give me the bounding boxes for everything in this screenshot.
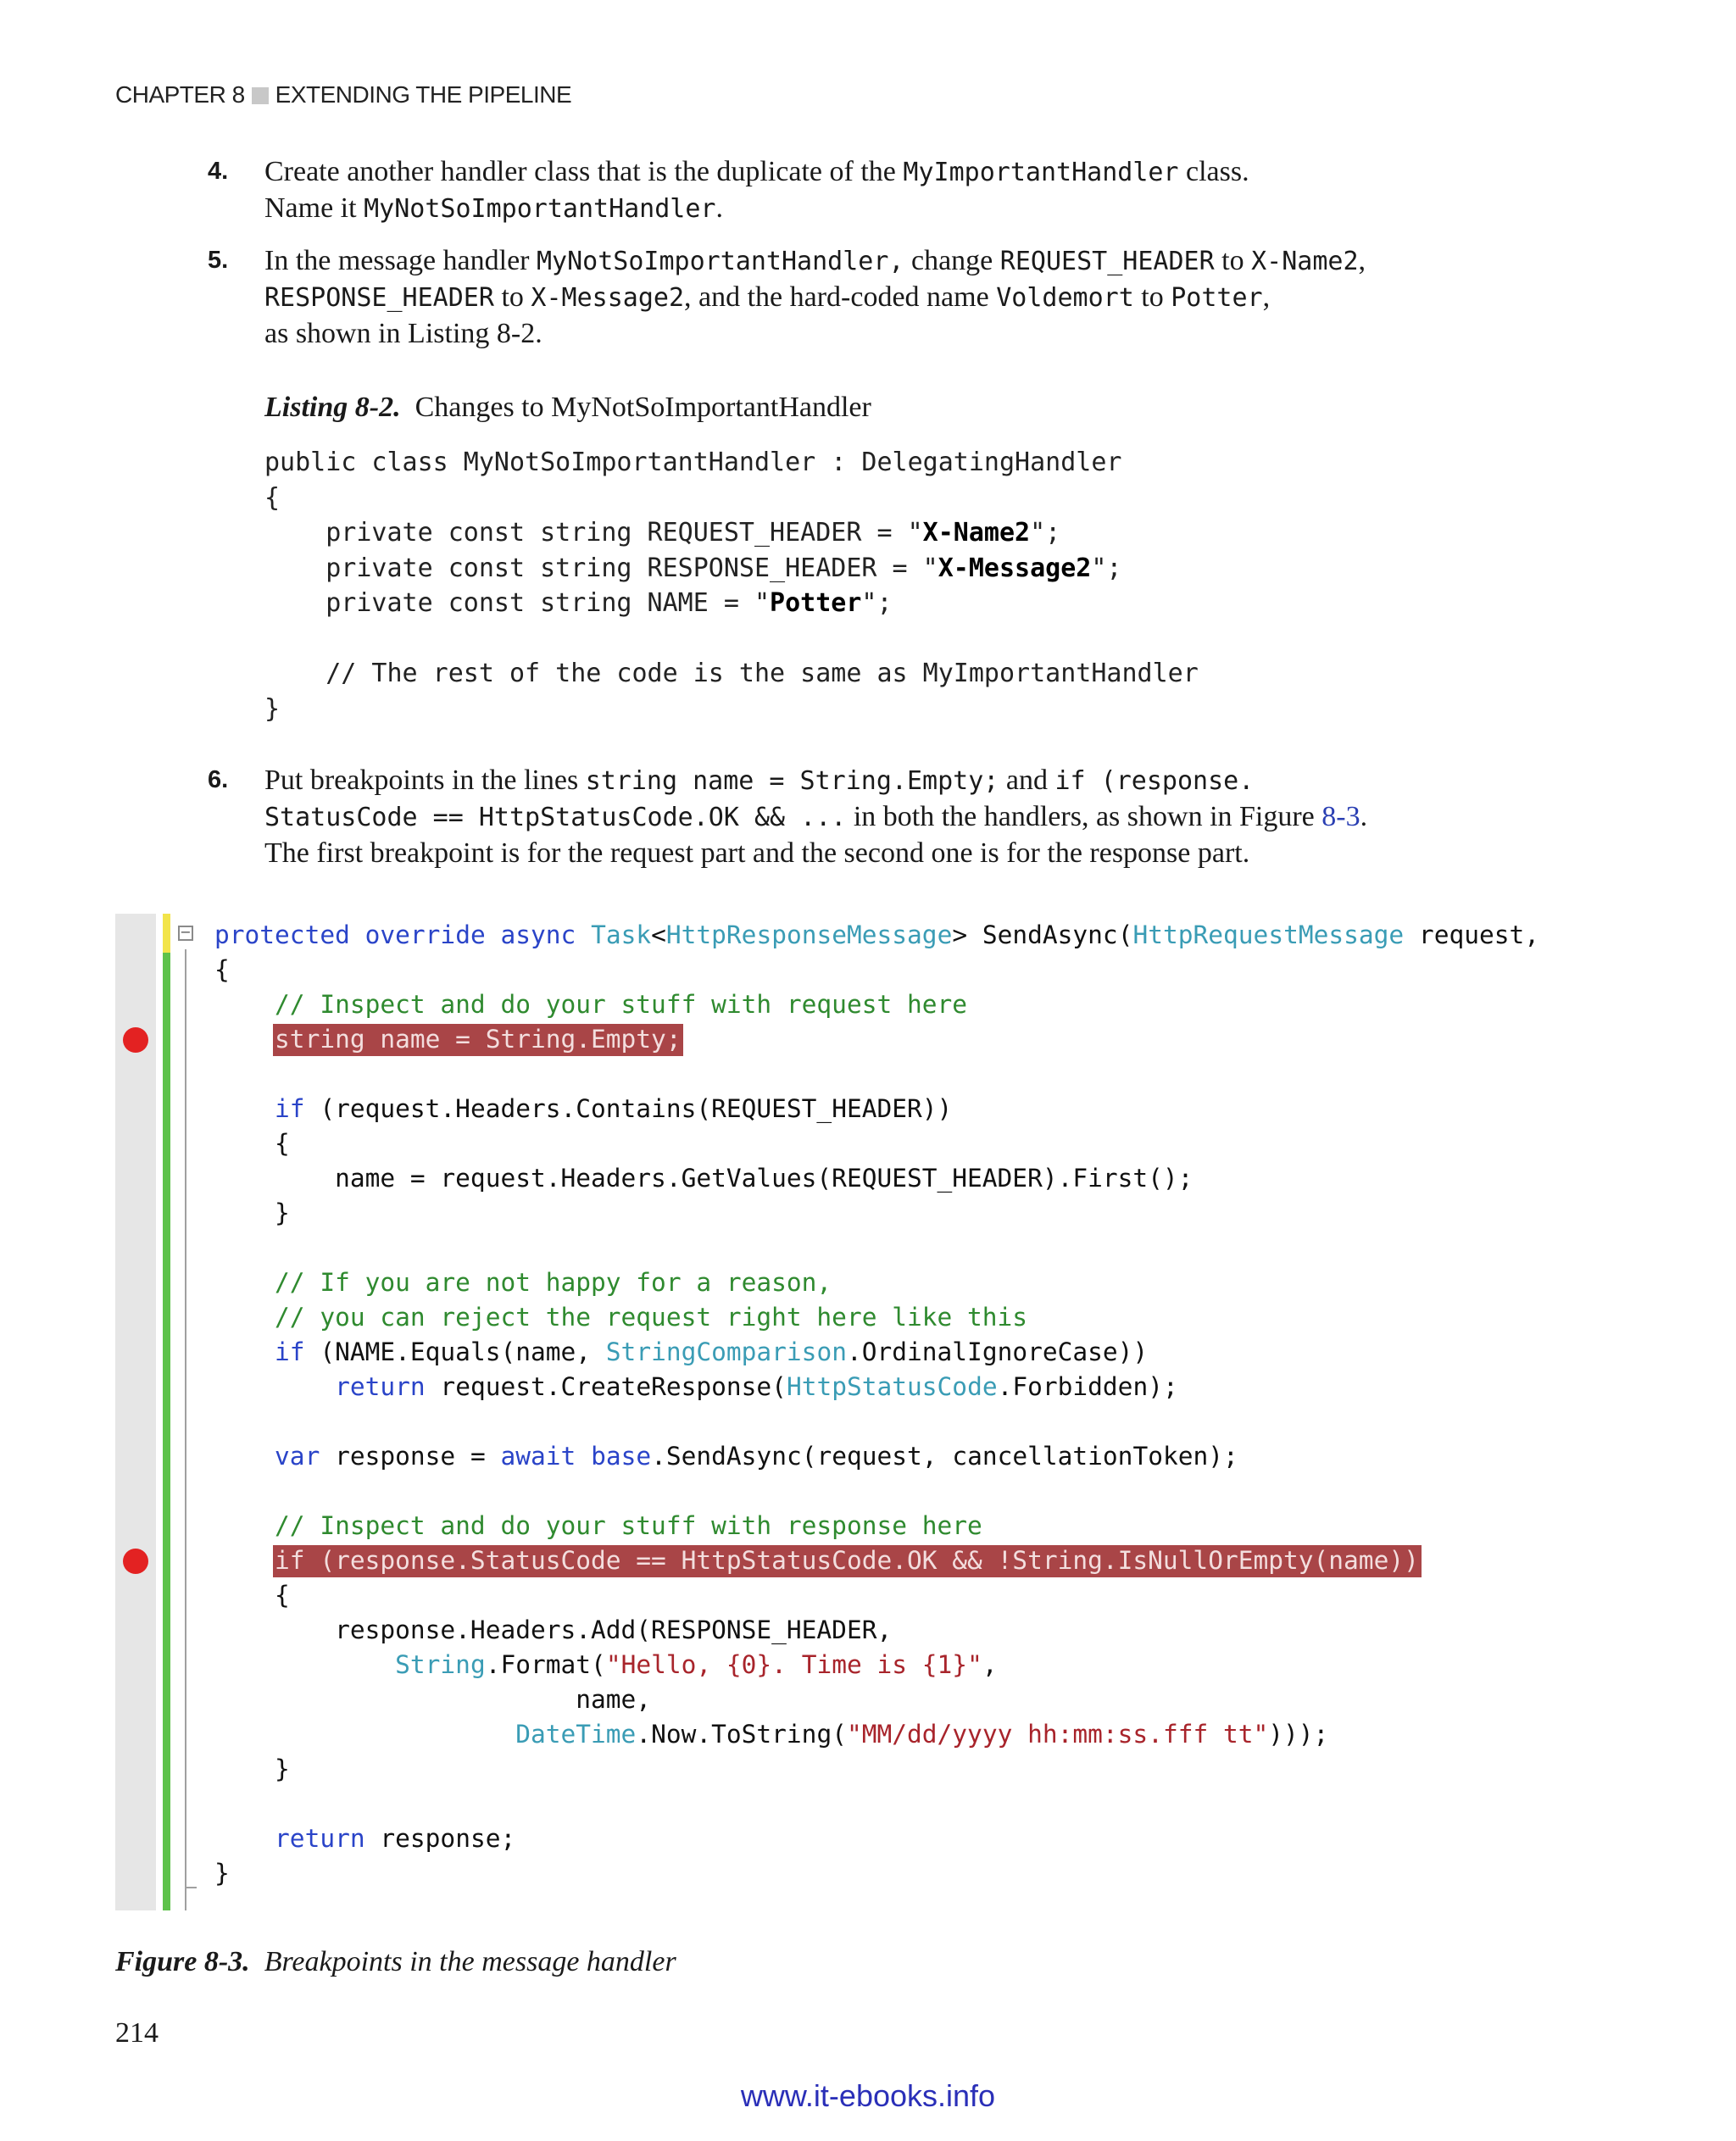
code-type: HttpStatusCode [786, 1372, 998, 1401]
step-text: Put breakpoints in the lines [264, 765, 586, 796]
code-text: .OrdinalIgnoreCase)) [846, 1337, 1149, 1366]
step-number-6: 6. [208, 766, 229, 793]
listing-label: Listing 8-2. [264, 392, 401, 423]
code-text: { [264, 482, 281, 513]
inline-code: MyImportantHandler [903, 158, 1179, 187]
code-text: request.CreateResponse( [425, 1372, 787, 1401]
code-text: public class MyNotSoImportantHandler : DelegatingHandler [264, 448, 1122, 477]
figure-title: Breakpoints in the message handler [264, 1946, 676, 1977]
code-text [214, 1824, 275, 1853]
running-header [115, 81, 571, 108]
separator-square [252, 87, 269, 104]
outline-end-tick [185, 1887, 197, 1888]
step-5-text [264, 243, 1366, 352]
step-text: to [1214, 245, 1252, 276]
step-line [264, 280, 1366, 316]
editor-line [214, 1404, 1539, 1439]
inline-code: RESPONSE_HEADER [264, 283, 494, 313]
code-line [264, 551, 1199, 587]
outline-line [185, 949, 186, 1910]
code-text: .Forbidden); [997, 1372, 1178, 1401]
code-keyword: protected [214, 920, 350, 949]
code-text: , [982, 1650, 998, 1679]
code-string: "MM/dd/yyyy hh:mm:ss.fff tt" [846, 1720, 1269, 1749]
code-text: "; [861, 588, 893, 618]
step-text: and [999, 765, 1055, 796]
code-type: HttpRequestMessage [1132, 920, 1405, 949]
step-line [264, 316, 1366, 352]
unsaved-change-marker [163, 914, 170, 953]
step-line [264, 836, 1367, 871]
step-line [264, 243, 1366, 280]
inline-code: X-Message2 [531, 283, 685, 313]
code-line [264, 656, 1199, 692]
code-bold-value: X-Name2 [922, 518, 1031, 548]
inline-code: REQUEST_HEADER [999, 247, 1215, 276]
code-text: { [214, 1129, 290, 1158]
code-text [214, 1303, 275, 1332]
code-line [264, 586, 1199, 621]
editor-line [214, 1265, 1539, 1300]
editor-line [214, 1648, 1539, 1682]
editor-code [214, 918, 1539, 1891]
code-text [214, 1337, 275, 1366]
inline-code: if (response. [1054, 766, 1255, 796]
code-keyword: override [364, 920, 486, 949]
figure-label: Figure 8-3. [115, 1946, 250, 1977]
code-text [214, 1720, 515, 1749]
code-comment: // Inspect and do your stuff with response here [275, 1511, 982, 1540]
editor-line [214, 1370, 1539, 1404]
editor-line [214, 1022, 1539, 1057]
inline-code: string name = String.Empty; [585, 766, 999, 796]
code-text: name, [214, 1685, 652, 1714]
code-keyword: return [275, 1824, 365, 1853]
code-text [214, 1546, 275, 1575]
step-line [264, 799, 1367, 836]
step-text: . [1360, 801, 1368, 832]
code-text [214, 1442, 275, 1471]
step-text: Name it [264, 192, 364, 224]
footer-link[interactable]: www.it-ebooks.info [740, 2078, 996, 2113]
code-text: } [214, 1198, 290, 1227]
editor-line [214, 1509, 1539, 1543]
listing-code [264, 445, 1199, 726]
code-keyword: base [591, 1442, 652, 1471]
page-number: 214 [115, 2017, 159, 2049]
code-text: response.Headers.Add(RESPONSE_HEADER, [214, 1615, 893, 1644]
code-text: .Now.ToString( [636, 1720, 847, 1749]
code-text: } [214, 1859, 230, 1888]
step-line [264, 154, 1249, 191]
code-type: Task [591, 920, 652, 949]
collapse-toggle-icon[interactable]: − [178, 926, 193, 941]
code-text [576, 920, 591, 949]
code-bold-value: X-Message2 [938, 553, 1092, 583]
code-bold-value: Potter [770, 588, 862, 618]
code-text [486, 920, 501, 949]
editor-line [214, 1543, 1539, 1578]
step-text: , [1358, 245, 1366, 276]
code-text: request, [1404, 920, 1540, 949]
code-comment: // you can reject the request right here like this [275, 1303, 1028, 1332]
step-text: In the message handler [264, 245, 537, 276]
code-text: .SendAsync(request, cancellationToken); [651, 1442, 1238, 1471]
figure-link[interactable]: 8-3 [1321, 801, 1360, 832]
code-text: { [214, 1581, 290, 1610]
inline-code: Potter [1171, 283, 1263, 313]
listing-title: Changes to MyNotSoImportantHandler [415, 392, 871, 423]
code-line [264, 481, 1199, 516]
editor-line [214, 1196, 1539, 1231]
breakpoint-icon[interactable] [123, 1549, 148, 1574]
step-text: to [493, 281, 531, 313]
code-line [264, 515, 1199, 551]
editor-line [214, 1787, 1539, 1821]
code-type: DateTime [515, 1720, 637, 1749]
editor-line [214, 1092, 1539, 1126]
code-text: if (response.StatusCode == HttpStatusCode.OK && !String.IsNullOrEmpty(name)) [275, 1546, 1419, 1575]
code-text [214, 1511, 275, 1540]
code-comment: // If you are not happy for a reason, [275, 1268, 832, 1297]
code-text: private const string NAME = " [264, 588, 771, 618]
step-4-text [264, 154, 1249, 227]
code-text: { [214, 955, 230, 984]
code-text: < [651, 920, 666, 949]
editor-line [214, 1752, 1539, 1787]
step-line [264, 763, 1367, 799]
code-text: } [214, 1755, 290, 1783]
code-keyword: if [275, 1337, 305, 1366]
code-keyword: await [500, 1442, 576, 1471]
step-number-5: 5. [208, 247, 229, 274]
editor-line [214, 1474, 1539, 1509]
code-text [214, 990, 275, 1019]
editor-line [214, 1613, 1539, 1648]
code-text: name = request.Headers.GetValues(REQUEST_HEADER).First(); [214, 1164, 1194, 1193]
code-text [214, 1094, 275, 1123]
code-text: string name = String.Empty; [275, 1025, 682, 1054]
editor-line [214, 1300, 1539, 1335]
editor-line [214, 1856, 1539, 1891]
step-text: The first breakpoint is for the request part and the second one is for the response part. [264, 837, 1250, 869]
figure-caption [115, 1946, 676, 1978]
code-type: String [395, 1650, 486, 1679]
editor-line [214, 1231, 1539, 1265]
code-text: private const string RESPONSE_HEADER = " [264, 553, 938, 583]
code-text [214, 1650, 395, 1679]
editor-line [214, 1821, 1539, 1856]
breakpoint-icon[interactable] [123, 1027, 148, 1053]
step-line [264, 191, 1249, 227]
step-text: change [904, 245, 1000, 276]
code-keyword: var [275, 1442, 320, 1471]
editor-line [214, 987, 1539, 1022]
code-text [350, 920, 365, 949]
code-text: ))); [1268, 1720, 1329, 1749]
step-6-text [264, 763, 1367, 871]
editor-line [214, 1717, 1539, 1752]
code-comment: // Inspect and do your stuff with request here [275, 990, 968, 1019]
editor-line [214, 1161, 1539, 1196]
code-text: .Format( [485, 1650, 606, 1679]
code-text: "; [1091, 553, 1122, 583]
code-keyword: if [275, 1094, 305, 1123]
code-text: response; [364, 1824, 516, 1853]
editor-line [214, 1057, 1539, 1092]
code-text: (NAME.Equals(name, [304, 1337, 606, 1366]
inline-code: MyNotSoImportantHandler [364, 194, 716, 224]
change-tracking-bar [163, 914, 170, 1910]
step-text: class. [1178, 156, 1249, 187]
step-text: as shown in Listing 8-2. [264, 318, 542, 349]
code-text: (request.Headers.Contains(REQUEST_HEADER)) [304, 1094, 953, 1123]
code-text: > SendAsync( [952, 920, 1133, 949]
editor-line [214, 1335, 1539, 1370]
listing-caption [264, 392, 871, 424]
editor-line [214, 918, 1539, 953]
code-text [576, 1442, 591, 1471]
code-keyword: async [500, 920, 576, 949]
chapter-title: EXTENDING THE PIPELINE [275, 81, 572, 108]
step-text: , [1262, 281, 1271, 313]
code-type: StringComparison [605, 1337, 847, 1366]
code-text: "; [1030, 518, 1061, 548]
code-type: HttpResponseMessage [665, 920, 953, 949]
code-text: response = [320, 1442, 501, 1471]
editor-line [214, 953, 1539, 987]
code-text [214, 1025, 275, 1054]
code-line [264, 621, 1199, 657]
inline-code: StatusCode == HttpStatusCode.OK && ... [264, 803, 847, 832]
code-text: } [264, 693, 281, 724]
step-text: Create another handler class that is the duplicate of the [264, 156, 904, 187]
inline-code: Voldemort [996, 283, 1134, 313]
code-text: // The rest of the code is the same as MyImportantHandler [264, 659, 1199, 688]
step-text: . [715, 192, 723, 224]
code-line [264, 445, 1199, 481]
step-text: to [1133, 281, 1171, 313]
editor-line [214, 1439, 1539, 1474]
chapter-label: CHAPTER 8 [115, 81, 245, 108]
inline-code: MyNotSoImportantHandler, [537, 247, 904, 276]
code-keyword: return [335, 1372, 426, 1401]
inline-code: X-Name2 [1251, 247, 1359, 276]
editor-line [214, 1126, 1539, 1161]
code-text: private const string REQUEST_HEADER = " [264, 518, 923, 548]
editor-gutter [115, 914, 156, 1910]
code-string: "Hello, {0}. Time is {1}" [605, 1650, 982, 1679]
step-number-4: 4. [208, 158, 229, 185]
editor-line [214, 1578, 1539, 1613]
editor-line [214, 1682, 1539, 1717]
code-text [214, 1372, 335, 1401]
code-text [214, 1268, 275, 1297]
step-text: in both the handlers, as shown in Figure [846, 801, 1322, 832]
step-text: , and the hard-coded name [684, 281, 997, 313]
code-line [264, 692, 1199, 727]
